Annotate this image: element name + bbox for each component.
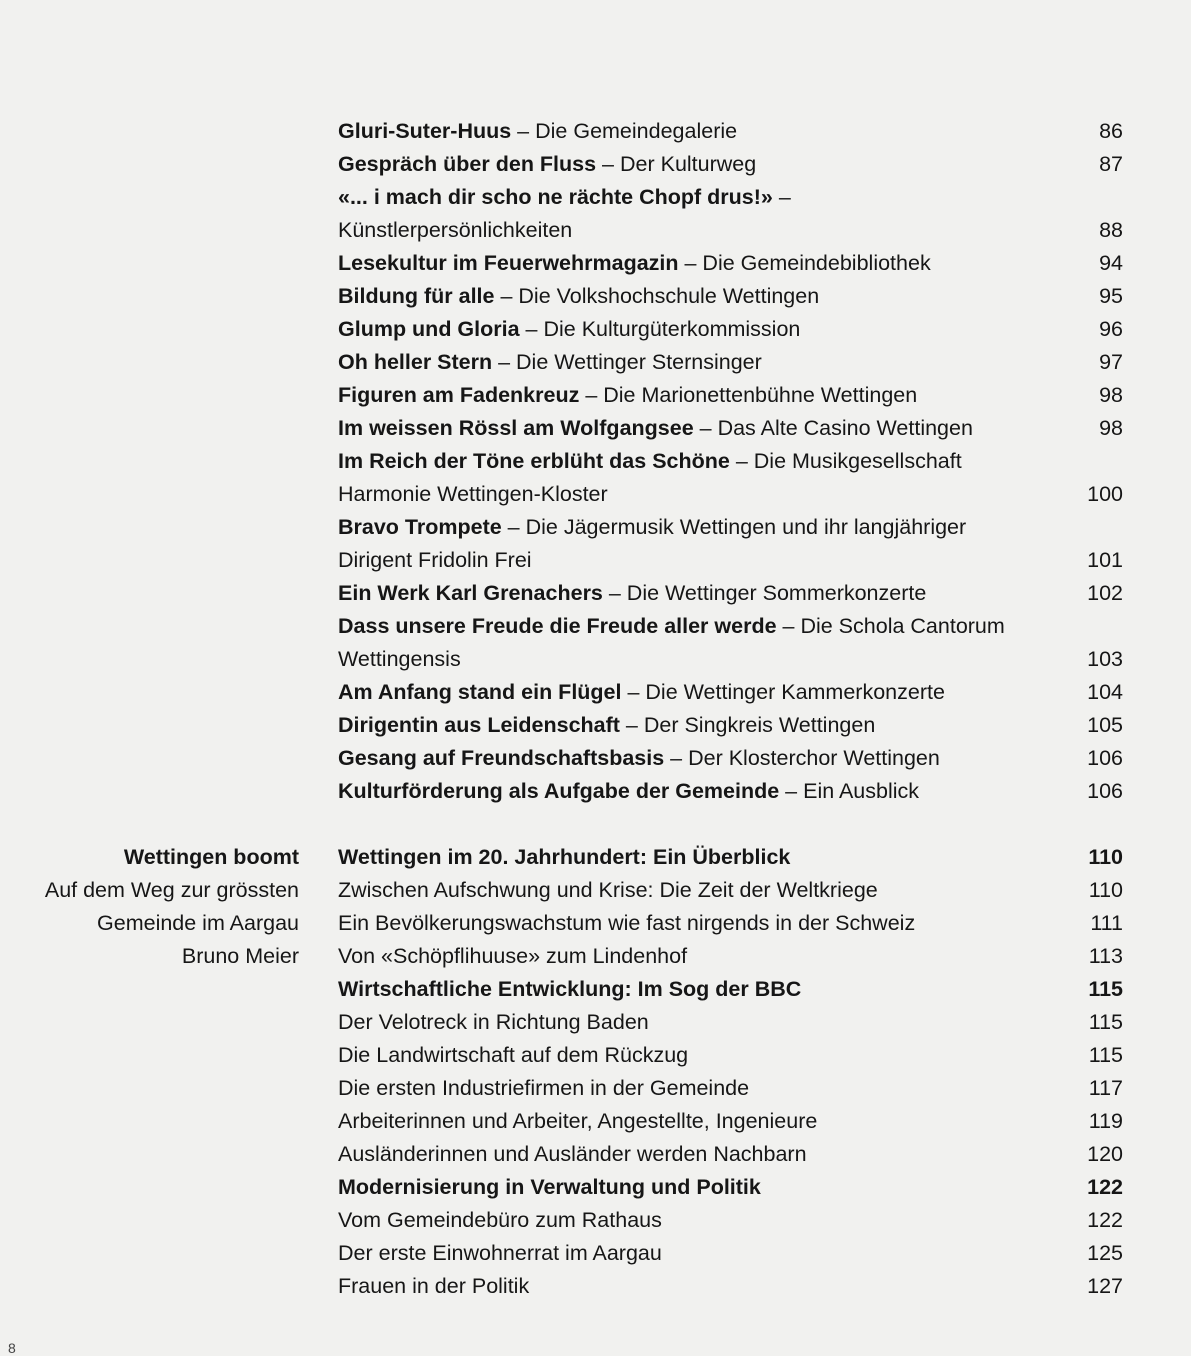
toc-page-number: 96 [1099,317,1123,341]
toc-page-number: 106 [1087,779,1123,803]
toc-entry [338,478,608,511]
toc-entry-title: Bildung für alle [338,284,495,308]
toc-entry: Der Velotreck in Richtung Baden [338,1010,649,1034]
toc-row [0,1039,1191,1072]
toc-page-number: 117 [1088,1076,1123,1100]
toc-entry-title: Im Reich der Töne erblüht das Schöne [338,449,730,473]
toc-entry: Ein Bevölkerungswachstum wie fast nirgends in der Schweiz [338,911,916,935]
toc-entry [338,544,532,577]
toc-entry: Im weissen Rössl am Wolfgangsee – Das Alte Casino Wettingen [338,416,973,440]
toc-entry: Im Reich der Töne erblüht das Schöne – Die Musikgesellschaft [338,449,962,473]
toc-row [0,346,1191,379]
toc-entry-subtitle: Die Marionettenbühne Wettingen [603,383,918,407]
toc-entry-subtitle: Der Kulturweg [619,152,757,176]
toc-page-number: 106 [1087,746,1123,770]
toc-entry-subtitle: Die Wettinger Kammerkonzerte [645,680,945,704]
toc-page-number: 95 [1099,284,1123,308]
toc-row [0,709,1191,742]
toc-page-number: 115 [1088,977,1123,1001]
toc-entry-subtitle: Künstlerpersönlichkeiten [338,218,573,242]
toc-entry: Zwischen Aufschwung und Krise: Die Zeit der Weltkriege [338,878,878,902]
toc-entry: Modernisierung in Verwaltung und Politik [338,1175,761,1199]
toc-entry-title: Am Anfang stand ein Flügel [338,680,622,704]
toc-page-number: 111 [1090,911,1123,935]
toc-entry-subtitle: Die Wettinger Sommerkonzerte [626,581,927,605]
toc-entry-title: Oh heller Stern [338,350,493,374]
toc-entry-subtitle: Wettingensis [338,647,461,671]
toc-page-number: 94 [1099,251,1123,275]
toc-row [0,775,1191,808]
toc-row [0,874,1191,907]
toc-row [0,1270,1191,1303]
toc-page-number: 86 [1099,119,1123,143]
toc-page-number: 115 [1088,1043,1123,1067]
toc-row [0,280,1191,313]
toc-entry-subtitle: Die Jägermusik Wettingen und ihr langjähriger [525,515,967,539]
toc-entry-title: Gesang auf Freundschaftsbasis [338,746,665,770]
toc-entry-title: Bravo Trompete [338,515,502,539]
toc-row [0,148,1191,181]
toc-page-number: 122 [1087,1175,1123,1199]
toc-row [0,610,1191,643]
toc-page-number: 122 [1087,1208,1123,1232]
toc-entry: Ausländerinnen und Ausländer werden Nachbarn [338,1142,807,1166]
toc-row [0,940,1191,973]
toc-entry-title: Lesekultur im Feuerwehrmagazin [338,251,679,275]
toc-entry-subtitle: Die Musikgesellschaft [753,449,962,473]
toc-row [0,511,1191,544]
toc-entry-title: Figuren am Fadenkreuz [338,383,580,407]
toc-row [0,379,1191,412]
toc-page-number: 110 [1088,845,1123,869]
toc-entry-title: Gespräch über den Fluss [338,152,597,176]
toc-page-number: 115 [1088,1010,1123,1034]
toc-entry [338,214,572,247]
toc-entry-title: Dirigentin aus Leidenschaft [338,713,620,737]
toc-entry-title: Ein Werk Karl Grenachers [338,581,603,605]
toc-page-number: 104 [1087,680,1123,704]
toc-entry: Vom Gemeindebüro zum Rathaus [338,1208,662,1232]
toc-page-number: 119 [1088,1109,1123,1133]
toc-entry: Lesekultur im Feuerwehrmagazin – Die Gemeindebibliothek [338,251,931,275]
toc-entry: Bravo Trompete – Die Jägermusik Wettingen und ihr langjähriger [338,515,967,539]
toc-row [0,1138,1191,1171]
toc-entry: Dass unsere Freude die Freude aller werde – Die Schola Cantorum [338,614,1005,638]
toc-page-number: 98 [1099,383,1123,407]
toc-entry: Glump und Gloria – Die Kulturgüterkommission [338,317,801,341]
toc-entry: Figuren am Fadenkreuz – Die Marionettenbühne Wettingen [338,383,918,407]
toc-row [0,214,1191,247]
toc-row [0,1105,1191,1138]
toc-entry: Von «Schöpflihuuse» zum Lindenhof [338,944,688,968]
toc-row [0,445,1191,478]
toc-entry: Gesang auf Freundschaftsbasis – Der Klosterchor Wettingen [338,746,940,770]
toc-row [0,478,1191,511]
toc-entry-subtitle: Die Schola Cantorum [800,614,1005,638]
toc-row [0,1006,1191,1039]
toc-page-number: 113 [1088,944,1123,968]
toc-entry-title: Gluri-Suter-Huus [338,119,512,143]
toc-entry: Bildung für alle – Die Volkshochschule Wettingen [338,284,820,308]
toc-row [0,577,1191,610]
toc-row [0,313,1191,346]
toc-row [0,742,1191,775]
toc-page-number: 105 [1087,713,1123,737]
toc-lower-section [0,841,1191,1303]
toc-entry-title: Glump und Gloria [338,317,520,341]
toc-page-number: 102 [1087,581,1123,605]
toc-entry [338,643,461,676]
toc-entry: Die ersten Industriefirmen in der Gemeinde [338,1076,750,1100]
toc-entry-subtitle: Ein Ausblick [803,779,920,803]
toc-row [0,1072,1191,1105]
chapter-author: Bruno Meier [181,944,299,968]
toc-entry-title: Dass unsere Freude die Freude aller werde [338,614,777,638]
toc-page-number: 103 [1087,647,1123,671]
toc-entry: Kulturförderung als Aufgabe der Gemeinde – Ein Ausblick [338,779,920,803]
toc-entry: Der erste Einwohnerrat im Aargau [338,1241,662,1265]
toc-entry: Gluri-Suter-Huus – Die Gemeindegalerie [338,119,738,143]
toc-page-number: 97 [1099,350,1123,374]
toc-row [0,841,1191,874]
toc-entry: Dirigentin aus Leidenschaft – Der Singkreis Wettingen [338,713,876,737]
toc-entry-title: Im weissen Rössl am Wolfgangsee [338,416,694,440]
toc-row [0,643,1191,676]
toc-entry-title: Kulturförderung als Aufgabe der Gemeinde [338,779,780,803]
toc-entry-subtitle: Der Klosterchor Wettingen [688,746,940,770]
toc-row [0,544,1191,577]
page-folio: 8 [8,1340,16,1356]
toc-row [0,247,1191,280]
toc-entry: Die Landwirtschaft auf dem Rückzug [338,1043,689,1067]
toc-page-number: 87 [1099,152,1123,176]
toc-entry-subtitle: Die Wettinger Sternsinger [516,350,762,374]
toc-entry-subtitle: Das Alte Casino Wettingen [717,416,973,440]
toc-page-number: 88 [1099,218,1123,242]
toc-page-number: 110 [1088,878,1123,902]
toc-entry: Frauen in der Politik [338,1274,530,1298]
toc-entry-subtitle: Die Gemeindebibliothek [702,251,931,275]
toc-row [0,676,1191,709]
toc-page-number: 127 [1087,1274,1123,1298]
table-of-contents [0,115,1191,1303]
toc-row [0,181,1191,214]
toc-entry: Ein Werk Karl Grenachers – Die Wettinger Sommerkonzerte [338,581,927,605]
toc-page-number: 125 [1087,1241,1123,1265]
toc-row [0,115,1191,148]
chapter-subtitle-line2: Gemeinde im Aargau [97,911,299,935]
toc-entry: Wettingen im 20. Jahrhundert: Ein Überblick [338,845,791,869]
toc-entry-subtitle: Dirigent Fridolin Frei [338,548,532,572]
toc-page-number: 98 [1099,416,1123,440]
toc-page-number: 120 [1087,1142,1123,1166]
toc-entry-dash: – [772,185,791,209]
toc-page-number: 100 [1087,482,1123,506]
chapter-title: Wettingen boomt [123,845,299,869]
toc-row [0,973,1191,1006]
toc-row [0,412,1191,445]
chapter-subtitle-line1: Auf dem Weg zur grössten [44,878,299,902]
toc-entry-subtitle: Die Volkshochschule Wettingen [518,284,820,308]
toc-entry: Oh heller Stern – Die Wettinger Sternsinger [338,350,762,374]
toc-entry: Am Anfang stand ein Flügel – Die Wettinger Kammerkonzerte [338,680,945,704]
toc-row [0,1204,1191,1237]
toc-entry: Gespräch über den Fluss – Der Kulturweg [338,152,757,176]
toc-entry-subtitle: Die Kulturgüterkommission [543,317,801,341]
toc-row [0,1237,1191,1270]
toc-entry-subtitle: Harmonie Wettingen-Kloster [338,482,608,506]
toc-row [0,907,1191,940]
toc-entry [338,181,791,214]
toc-row [0,1171,1191,1204]
toc-entry-subtitle: Die Gemeindegalerie [535,119,738,143]
toc-upper-section [0,115,1191,808]
toc-entry-title: «... i mach dir scho ne rächte Chopf drus!» [338,185,773,209]
toc-entry-subtitle: Der Singkreis Wettingen [643,713,876,737]
toc-entry: Arbeiterinnen und Arbeiter, Angestellte, Ingenieure [338,1109,818,1133]
toc-entry: Wirtschaftliche Entwicklung: Im Sog der BBC [338,977,802,1001]
toc-page-number: 101 [1087,548,1123,572]
